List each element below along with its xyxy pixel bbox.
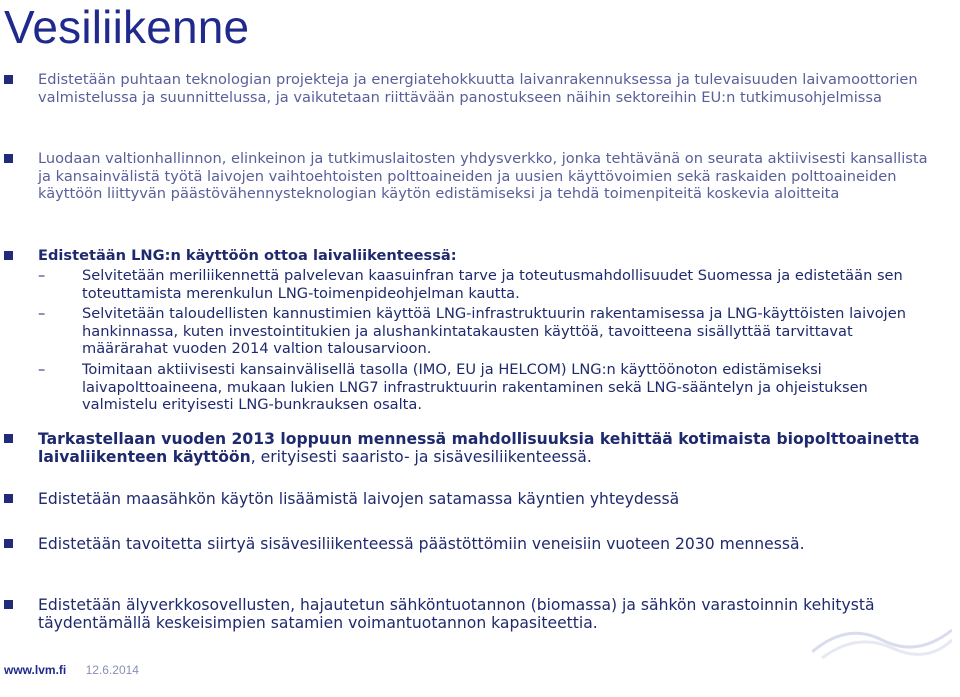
wave-logo-icon [812,612,952,662]
sub-item-text: Selvitetään taloudellisten kannustimien käyttöä LNG-infrastruktuurin rakentamisessa ja LNG-käyttöisten laivojen hankinnassa, kuten investointitukien ja alushankintatakausten käyttöä, tavoitteena sisällyttää tarvittavat määrärahat vuoden 2014 valtion talousarvioon. [82,305,906,358]
sub-item-text: Toimitaan aktiivisesti kansainvälisellä tasolla (IMO, EU ja HELCOM) LNG:n käyttöönoton edistämiseksi laivapolttoaineena, mukaan lukien LNG7 infrastruktuurin rakentaminen sekä LNG-sääntelyn ja ohjeistuksen valmistelu erityisesti LNG-bunkrauksen osalta. [82,360,868,414]
bullet-text: Edistetään maasähkön käytön lisäämistä laivojen satamassa käyntien yhteydessä [38,490,680,508]
footer-date: 12.6.2014 [85,663,139,677]
sub-item [38,305,918,358]
sub-item [38,361,918,414]
dash-bullet-icon: – [38,360,46,378]
square-bullet-icon [4,154,13,163]
bullet-item [38,535,938,553]
sub-item [38,267,918,302]
bullet-item [38,71,938,106]
dash-bullet-icon: – [38,267,46,284]
bullet-text: Edistetään puhtaan teknologian projekteja ja energiatehokkuutta laivanrakennuksessa ja tulevaisuuden laivamoottorien valmistelussa ja suunnittelussa, ja vaikutetaan riittävään panostukseen näihin sektoreihin EU:n tutkimusohjelmissa [38,71,918,106]
square-bullet-icon [4,494,13,503]
sub-item-text: Selvitetään meriliikennettä palvelevan kaasuinfran tarve ja toteutusmahdollisuudet Suomessa ja edistetään sen toteuttamista merenkulun LNG-toimenpideohjelman kautta. [82,267,903,302]
square-bullet-icon [4,251,13,260]
bullet-text [38,430,938,467]
sub-list-lng [38,267,918,414]
bullet-rest-text: , erityisesti saaristo- ja sisävesiliikenteessä. [250,448,592,467]
dash-bullet-icon: – [38,305,46,323]
square-bullet-icon [4,539,13,548]
square-bullet-icon [4,434,13,443]
bullet-bold-text: Tarkastellaan vuoden 2013 loppuun mennessä mahdollisuuksia kehittää kotimaista biopolttoainetta laivaliikenteen käyttöön [38,430,920,467]
square-bullet-icon [4,600,13,609]
bullet-item [38,430,938,467]
bullet-text: Luodaan valtionhallinnon, elinkeinon ja tutkimuslaitosten yhdysverkko, jonka tehtävänä on seurata aktiivisesti kansallista ja kansainvälistä työtä laivojen vaihtoehtoisten polttoaineiden ja uusien käyttövoimien sekä raskaiden polttoaineiden käyttöön liittyvän päästövähennysteknologian käytön edistämiseksi ja tehdä toimenpiteitä koskevia aloitteita [38,150,928,203]
bullet-heading: Edistetään LNG:n käyttöön ottoa laivaliikenteessä: [38,247,457,264]
footer-url-link[interactable]: www.lvm.fi [4,663,67,677]
footer [4,662,139,678]
bullet-text: Edistetään tavoitetta siirtyä sisävesiliikenteessä päästöttömiin veneisiin vuoteen 2030 mennessä. [38,535,805,553]
bullet-text: Edistetään älyverkkosovellusten, hajautetun sähköntuotannon (biomassa) ja sähkön varastoinnin kehitystä täydentämällä keskeisimpien satamien voimantuotannon kapasiteettia. [38,596,875,633]
slide-title: Vesiliikenne [4,1,250,53]
bullet-item [38,596,938,633]
square-bullet-icon [4,75,13,84]
bullet-item [38,150,938,203]
bullet-item [38,490,938,508]
